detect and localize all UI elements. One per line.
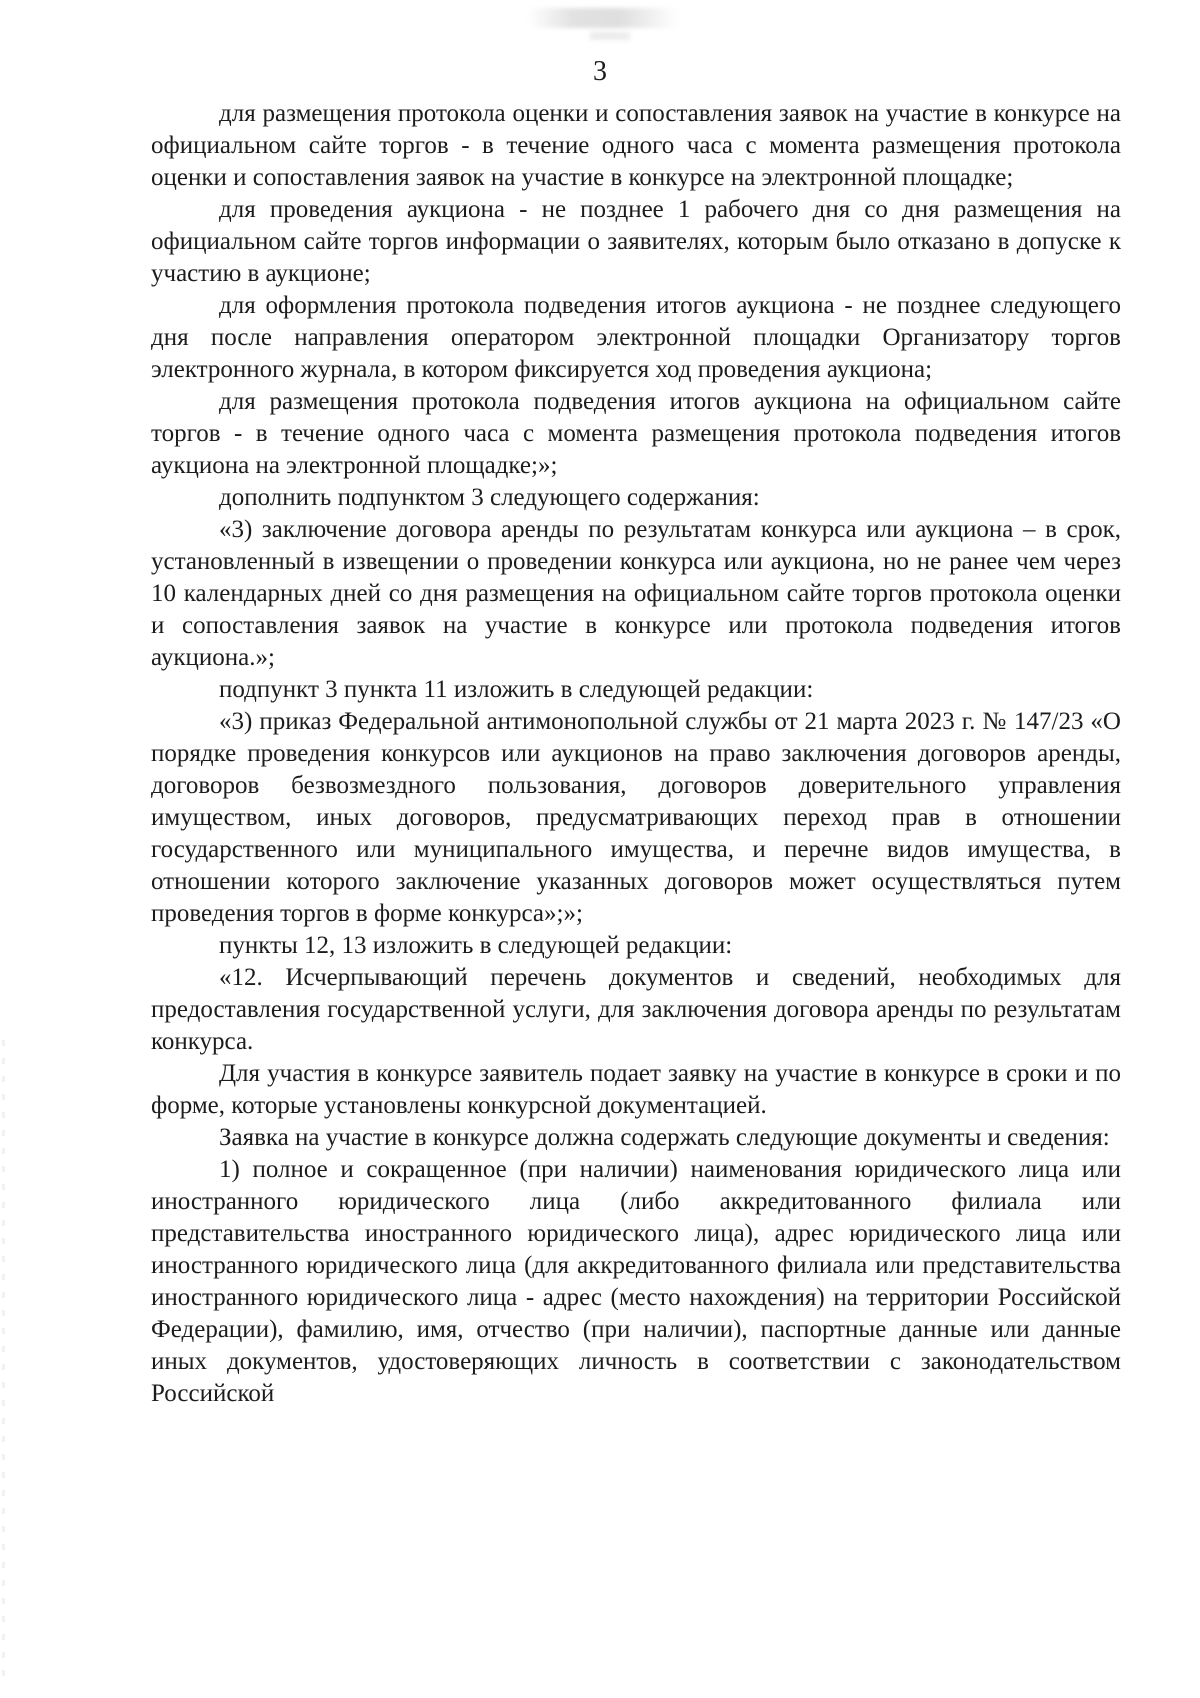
scan-edge-noise bbox=[2, 1040, 5, 1680]
paragraph: Заявка на участие в конкурсе должна содержать следующие документы и сведения: bbox=[219, 1124, 1110, 1151]
paragraph: для проведения аукциона - не позднее 1 рабочего дня со дня размещения на официальном сайте торгов информации о заявителях, которым было отказано в допуске к участию в аукционе; bbox=[151, 196, 1121, 287]
paragraph: «3) заключение договора аренды по результатам конкурса или аукциона – в срок, установленный в извещении о проведении конкурса или аукциона, но не ранее чем через 10 календарных дней со дня размещения на официальном сайте торгов протокола оценки и сопоставления заявок на участие в конкурсе или протокола подведения итогов аукциона.»; bbox=[151, 516, 1121, 671]
scan-artifact bbox=[590, 32, 630, 40]
paragraph: Для участия в конкурсе заявитель подает заявку на участие в конкурсе в сроки и по форме, которые установлены конкурсной документацией. bbox=[151, 1060, 1121, 1119]
paragraph: «12. Исчерпывающий перечень документов и сведений, необходимых для предоставления государственной услуги, для заключения договора аренды по результатам конкурса. bbox=[151, 964, 1121, 1055]
paragraph: подпункт 3 пункта 11 изложить в следующей редакции: bbox=[219, 676, 814, 703]
paragraph: для размещения протокола оценки и сопоставления заявок на участие в конкурсе на официальном сайте торгов - в течение одного часа с момента размещения протокола оценки и сопоставления заявок на участие в конкурсе на электронной площадке; bbox=[151, 100, 1121, 191]
page-number: 3 bbox=[593, 56, 607, 87]
paragraph: «3) приказ Федеральной антимонопольной службы от 21 марта 2023 г. № 147/23 «О порядке проведения конкурсов или аукционов на право заключения договоров аренды, договоров безвозмездного пользования, договоров доверительного управления имуществом, иных договоров, предусматривающих переход прав в отношении государственного или муниципального имущества, и перечне видов имущества, в отношении которого заключение указанных договоров может осуществляться путем проведения торгов в форме конкурса»;»; bbox=[151, 708, 1121, 927]
paragraph: дополнить подпунктом 3 следующего содержания: bbox=[219, 484, 760, 511]
document-body bbox=[151, 98, 1121, 1410]
paragraph: 1) полное и сокращенное (при наличии) наименования юридического лица или иностранного юридического лица (либо аккредитованного филиала или представительства иностранного юридического лица), адрес юридического лица или иностранного юридического лица (для аккредитованного филиала или представительства иностранного юридического лица - адрес (место нахождения) на территории Российской Федерации), фамилию, имя, отчество (при наличии), паспортные данные или данные иных документов, удостоверяющих личность в соответствии с законодательством Российской bbox=[151, 1156, 1121, 1407]
scan-artifact bbox=[528, 8, 678, 28]
paragraph: пункты 12, 13 изложить в следующей редакции: bbox=[219, 932, 733, 959]
paragraph: для размещения протокола подведения итогов аукциона на официальном сайте торгов - в течение одного часа с момента размещения протокола подведения итогов аукциона на электронной площадке;»; bbox=[151, 388, 1121, 479]
paragraph: для оформления протокола подведения итогов аукциона - не позднее следующего дня после направления оператором электронной площадки Организатору торгов электронного журнала, в котором фиксируется ход проведения аукциона; bbox=[151, 292, 1121, 383]
